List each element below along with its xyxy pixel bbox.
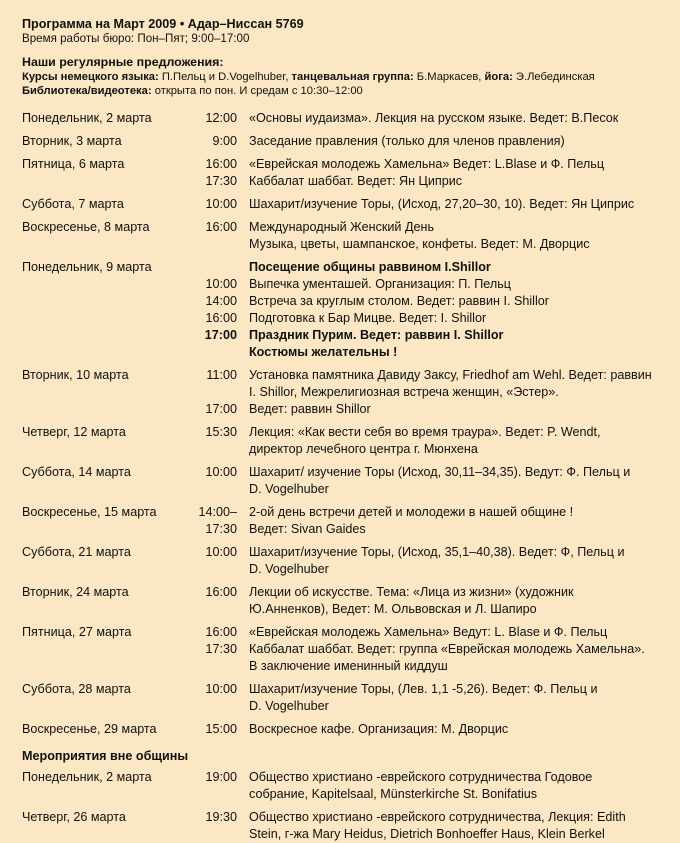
- event-row: [22, 584, 662, 618]
- event-descriptions: [237, 681, 662, 715]
- event-time: 12:00: [205, 111, 237, 125]
- event-times: [185, 769, 237, 803]
- event-text: D. Vogelhuber: [249, 482, 329, 496]
- event-descriptions: [237, 424, 662, 458]
- event-times: [185, 424, 237, 458]
- event-text: Встреча за круглым столом. Ведет: раввин I. Shillor: [249, 294, 549, 308]
- event-time: 16:00: [205, 585, 237, 599]
- event-text: Праздник Пурим. Ведет: раввин I. Shillor: [249, 328, 504, 342]
- event-time: [185, 236, 237, 253]
- event-row: [22, 259, 662, 361]
- event-descriptions: [237, 584, 662, 618]
- event-time: [185, 384, 237, 401]
- event-row: [22, 219, 662, 253]
- event-row: [22, 196, 662, 213]
- event-times: [185, 133, 237, 150]
- event-text: Шахарит/изучение Торы, (Исход, 35,1–40,38). Ведет: Ф, Пельц и: [249, 545, 625, 559]
- event-text: Общество христиано -еврейского сотрудничества, Лекция: Edith: [249, 810, 626, 824]
- event-times: [185, 196, 237, 213]
- event-text: Каббалат шаббат. Ведет: группа «Еврейская молодежь Хамельна».: [249, 642, 645, 656]
- event-row: [22, 809, 662, 843]
- offer-detail: Б.Маркасев,: [413, 71, 485, 83]
- event-time: [185, 481, 237, 498]
- event-date: Воскресенье, 29 марта: [22, 722, 157, 736]
- event-descriptions: [237, 544, 662, 578]
- event-text: «Основы иудаизма». Лекция на русском языке. Ведет: В.Песок: [249, 111, 619, 125]
- event-date: Вторник, 24 марта: [22, 585, 129, 599]
- regular-offers: [22, 55, 680, 98]
- event-text: Подготовка к Бар Мицве. Ведет: I. Shillor: [249, 311, 487, 325]
- event-text: Общество христиано -еврейского сотрудничества Годовое: [249, 770, 593, 784]
- event-time: 11:00: [206, 368, 237, 382]
- event-time: [185, 441, 237, 458]
- event-descriptions: [237, 156, 662, 190]
- event-descriptions: [237, 196, 662, 213]
- event-time: [185, 344, 237, 361]
- event-times: [185, 544, 237, 578]
- event-times: [185, 367, 237, 418]
- event-text: Каббалат шаббат. Ведет: Ян Циприс: [249, 174, 463, 188]
- event-text: Шахарит/изучение Торы, (Лев. 1,1 -5,26). Ведет: Ф. Пельц и: [249, 682, 598, 696]
- event-text: Воскресное кафе. Организация: М. Дворцис: [249, 722, 509, 736]
- offer-detail: П.Пельц и D.Vogelhuber,: [158, 71, 292, 83]
- outside-events-schedule: [22, 769, 662, 843]
- event-descriptions: [237, 769, 662, 803]
- event-date: Воскресенье, 15 марта: [22, 505, 157, 519]
- event-date: Пятница, 27 марта: [22, 625, 132, 639]
- event-text: «Еврейская молодежь Хамельна» Ведут: L. Blase и Ф. Пельц: [249, 625, 608, 639]
- event-text: Музыка, цветы, шампанское, конфеты. Ведет: М. Дворцис: [249, 237, 590, 251]
- office-hours: Время работы бюро: Пон–Пят; 9:00–17:00: [22, 32, 250, 45]
- event-time: 10:00: [205, 197, 237, 211]
- event-date: Суббота, 28 марта: [22, 682, 131, 696]
- event-row: [22, 464, 662, 498]
- offer-label: Библиотека/видеотека:: [22, 85, 152, 97]
- event-time: 10:00: [205, 545, 237, 559]
- event-times: [185, 219, 237, 253]
- event-row: [22, 681, 662, 715]
- event-descriptions: [237, 504, 662, 538]
- event-date: Понедельник, 9 марта: [22, 260, 152, 274]
- event-schedule: [22, 110, 662, 738]
- event-times: [185, 156, 237, 190]
- event-time: 17:00: [205, 402, 237, 416]
- event-time: 17:00: [204, 328, 237, 342]
- event-text: Заседание правления (только для членов правления): [249, 134, 565, 148]
- regular-offers-title: Наши регулярные предложения:: [22, 55, 224, 69]
- event-time: 9:00: [212, 134, 237, 148]
- event-time: [185, 786, 237, 803]
- event-descriptions: [237, 219, 662, 253]
- offer-label: йога:: [484, 71, 513, 83]
- event-text: Ю.Анненков), Ведет: М. Ольвовская и Л. Шапиро: [249, 602, 537, 616]
- event-row: [22, 367, 662, 418]
- event-time: [185, 259, 237, 276]
- event-time: 10:00: [205, 682, 237, 696]
- event-times: [185, 504, 237, 538]
- offer-detail: Э.Лебединская: [512, 71, 595, 83]
- event-times: [185, 259, 237, 361]
- event-text: Посещение общины раввином I.Shillor: [249, 260, 491, 274]
- event-time: 17:30: [205, 174, 237, 188]
- event-text: Выпечка ументашей. Организация: П. Пельц: [249, 277, 512, 291]
- event-text: Костюмы желательны !: [249, 345, 398, 359]
- event-time: 17:30: [205, 642, 237, 656]
- event-date: Четверг, 12 марта: [22, 425, 126, 439]
- event-row: [22, 424, 662, 458]
- event-text: Шахарит/изучение Торы, (Исход, 27,20–30, 10). Ведет: Ян Циприс: [249, 197, 635, 211]
- offer-detail: открыта по пон. И средам с 10:30–12:00: [151, 85, 363, 97]
- event-text: Stein, г-жа Mary Heidus, Dietrich Bonhoeffer Haus, Klein Berkel: [249, 827, 605, 841]
- event-time: 16:00: [205, 157, 237, 171]
- event-times: [185, 464, 237, 498]
- event-descriptions: [237, 110, 662, 127]
- event-text: В заключение именинный киддуш: [249, 659, 448, 673]
- event-time: 10:00: [205, 465, 237, 479]
- event-time: 15:00: [205, 722, 237, 736]
- event-text: собрание, Kapitelsaal, Münsterkirche St. Bonifatius: [249, 787, 538, 801]
- event-row: [22, 133, 662, 150]
- event-date: Понедельник, 2 марта: [22, 111, 152, 125]
- event-time: 10:00: [205, 277, 237, 291]
- offer-label: танцевальная группа:: [291, 71, 414, 83]
- event-text: I. Shillor, Межрелигиозная встреча женщин, «Эстер».: [249, 385, 559, 399]
- event-text: Лекция: «Как вести себя во время траура». Ведет: P. Wendt,: [249, 425, 601, 439]
- event-time: 14:00: [205, 294, 237, 308]
- event-time: [185, 698, 237, 715]
- offer-label: Курсы немецкого языка:: [22, 71, 159, 83]
- program-title: Программа на Март 2009 • Адар–Ниссан 5769: [22, 17, 304, 31]
- event-time: 16:00: [205, 220, 237, 234]
- event-row: [22, 721, 662, 738]
- event-row: [22, 769, 662, 803]
- event-date: Воскресенье, 8 марта: [22, 220, 150, 234]
- outside-events-title: Мероприятия вне общины: [22, 749, 189, 763]
- event-times: [185, 584, 237, 618]
- event-date: Суббота, 14 марта: [22, 465, 131, 479]
- event-time: 19:30: [205, 810, 237, 824]
- event-time: 16:00: [205, 311, 237, 325]
- event-times: [185, 110, 237, 127]
- event-times: [185, 809, 237, 843]
- event-time: [185, 601, 237, 618]
- event-text: D. Vogelhuber: [249, 699, 329, 713]
- event-times: [185, 624, 237, 675]
- event-date: Пятница, 6 марта: [22, 157, 125, 171]
- event-time: 16:00: [205, 625, 237, 639]
- event-text: Международный Женский День: [249, 220, 435, 234]
- event-text: Установка памятника Давиду Заксу, Friedhof am Wehl. Ведет: раввин: [249, 368, 652, 382]
- event-time: [185, 658, 237, 675]
- event-text: «Еврейская молодежь Хамельна» Ведет: L.Blase и Ф. Пельц: [249, 157, 605, 171]
- event-text: Лекции об искусстве. Тема: «Лица из жизни» (художник: [249, 585, 574, 599]
- event-date: Суббота, 7 марта: [22, 197, 124, 211]
- event-text: 2-ой день встречи детей и молодежи в нашей общине !: [249, 505, 574, 519]
- event-descriptions: [237, 624, 662, 675]
- event-descriptions: [237, 721, 662, 738]
- event-date: Понедельник, 2 марта: [22, 770, 152, 784]
- event-row: [22, 624, 662, 675]
- event-text: Шахарит/ изучение Торы (Исход, 30,11–34,35). Ведут: Ф. Пельц и: [249, 465, 631, 479]
- event-descriptions: [237, 133, 662, 150]
- event-row: [22, 110, 662, 127]
- event-row: [22, 504, 662, 538]
- event-date: Суббота, 21 марта: [22, 545, 131, 559]
- event-row: [22, 156, 662, 190]
- event-time: 17:30: [205, 522, 237, 536]
- event-time: [185, 826, 237, 843]
- event-time: 19:00: [205, 770, 237, 784]
- event-text: директор лечебного центра г. Мюнхена: [249, 442, 478, 456]
- event-date: Вторник, 10 марта: [22, 368, 129, 382]
- event-time: 14:00–: [198, 505, 237, 519]
- regular-offers-line: [22, 84, 680, 98]
- event-descriptions: [237, 367, 662, 418]
- event-time: 15:30: [205, 425, 237, 439]
- event-times: [185, 721, 237, 738]
- event-row: [22, 544, 662, 578]
- event-text: D. Vogelhuber: [249, 562, 329, 576]
- event-text: Ведет: Sivan Gaides: [249, 522, 366, 536]
- event-times: [185, 681, 237, 715]
- regular-offers-line: [22, 70, 680, 84]
- event-text: Ведет: раввин Shillor: [249, 402, 371, 416]
- event-time: [185, 561, 237, 578]
- event-descriptions: [237, 464, 662, 498]
- event-descriptions: [237, 259, 662, 361]
- event-descriptions: [237, 809, 662, 843]
- event-date: Вторник, 3 марта: [22, 134, 122, 148]
- event-date: Четверг, 26 марта: [22, 810, 126, 824]
